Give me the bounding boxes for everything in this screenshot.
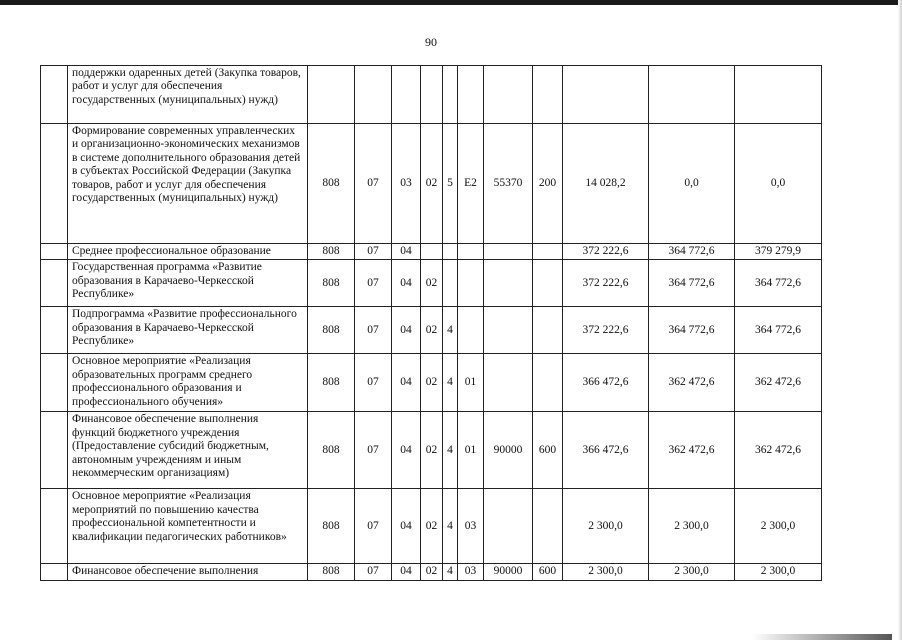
subsection-cell: 04 [392, 564, 421, 580]
expense-type-cell: 600 [533, 412, 563, 489]
amount-year3-cell: 364 772,6 [735, 307, 822, 354]
amount-year2-cell: 362 472,6 [649, 412, 735, 489]
expense-type-cell: 600 [533, 564, 563, 580]
subsection-cell: 04 [392, 260, 421, 307]
admin-code-cell: 808 [308, 354, 355, 412]
section-cell: 07 [355, 244, 392, 260]
table-row [41, 307, 822, 354]
expense-type-cell [533, 260, 563, 307]
event-cell [458, 307, 484, 354]
amount-year3-cell: 362 472,6 [735, 412, 822, 489]
event-cell: E2 [458, 124, 484, 244]
direction-cell [484, 66, 533, 124]
program-cell: 02 [421, 489, 443, 564]
amount-year2-cell: 364 772,6 [649, 244, 735, 260]
subprogram-cell: 4 [443, 354, 458, 412]
event-cell: 01 [458, 412, 484, 489]
name-cell: поддержки одаренных детей (Закупка товаров, работ и услуг для обеспечения государственных (муниципальных) нужд) [68, 66, 308, 124]
section-cell [355, 66, 392, 124]
program-cell [421, 66, 443, 124]
table-row [41, 412, 822, 489]
subsection-cell: 04 [392, 307, 421, 354]
amount-year3-cell: 0,0 [735, 124, 822, 244]
admin-code-cell: 808 [308, 124, 355, 244]
name-cell: Основное мероприятие «Реализация мероприятий по повышению качества профессиональной компетентности и квалификации педагогических работников» [68, 489, 308, 564]
name-cell: Финансовое обеспечение выполнения функций бюджетного учреждения (Предоставление субсидий бюджетным, автономным учреждениям и иным некоммерческим организациям) [68, 412, 308, 489]
row-number-cell [41, 354, 68, 412]
amount-year2-cell: 362 472,6 [649, 354, 735, 412]
expense-type-cell: 200 [533, 124, 563, 244]
program-cell: 02 [421, 307, 443, 354]
amount-year2-cell: 2 300,0 [649, 564, 735, 580]
table-row [41, 489, 822, 564]
expense-type-cell [533, 354, 563, 412]
section-cell: 07 [355, 564, 392, 580]
expense-type-cell [533, 244, 563, 260]
subprogram-cell: 4 [443, 412, 458, 489]
expense-type-cell [533, 307, 563, 354]
amount-year1-cell: 372 222,6 [563, 244, 649, 260]
admin-code-cell: 808 [308, 244, 355, 260]
subsection-cell: 03 [392, 124, 421, 244]
amount-year1-cell: 2 300,0 [563, 564, 649, 580]
event-cell [458, 260, 484, 307]
name-cell: Среднее профессиональное образование [68, 244, 308, 260]
name-cell: Основное мероприятие «Реализация образовательных программ среднего профессионального образования и профессионального обучения» [68, 354, 308, 412]
table-row [41, 244, 822, 260]
budget-table-body [41, 66, 822, 581]
program-cell: 02 [421, 260, 443, 307]
amount-year3-cell: 379 279,9 [735, 244, 822, 260]
event-cell [458, 66, 484, 124]
admin-code-cell: 808 [308, 489, 355, 564]
scan-corner-mark [752, 634, 892, 640]
direction-cell [484, 260, 533, 307]
subprogram-cell [443, 244, 458, 260]
name-cell: Финансовое обеспечение выполнения [68, 564, 308, 580]
event-cell: 01 [458, 354, 484, 412]
section-cell: 07 [355, 124, 392, 244]
amount-year1-cell: 2 300,0 [563, 489, 649, 564]
name-cell: Формирование современных управленческих и организационно-экономических механизмов в системе дополнительного образования детей в субъектах Российской Федерации (Закупка товаров, работ и услуг для обеспечения государственных (муниципальных) нужд) [68, 124, 308, 244]
program-cell: 02 [421, 564, 443, 580]
row-number-cell [41, 489, 68, 564]
amount-year1-cell: 366 472,6 [563, 354, 649, 412]
admin-code-cell: 808 [308, 564, 355, 580]
subprogram-cell: 5 [443, 124, 458, 244]
event-cell: 03 [458, 489, 484, 564]
amount-year1-cell: 372 222,6 [563, 307, 649, 354]
amount-year3-cell: 2 300,0 [735, 564, 822, 580]
amount-year3-cell: 362 472,6 [735, 354, 822, 412]
amount-year1-cell: 14 028,2 [563, 124, 649, 244]
amount-year3-cell [735, 66, 822, 124]
subsection-cell: 04 [392, 412, 421, 489]
direction-cell [484, 244, 533, 260]
expense-type-cell [533, 66, 563, 124]
subprogram-cell [443, 66, 458, 124]
table-row [41, 66, 822, 124]
row-number-cell [41, 412, 68, 489]
amount-year1-cell [563, 66, 649, 124]
admin-code-cell: 808 [308, 307, 355, 354]
section-cell: 07 [355, 307, 392, 354]
event-cell [458, 244, 484, 260]
section-cell: 07 [355, 412, 392, 489]
table-row [41, 124, 822, 244]
row-number-cell [41, 307, 68, 354]
event-cell: 03 [458, 564, 484, 580]
direction-cell: 55370 [484, 124, 533, 244]
top-border-rule [0, 0, 902, 5]
section-cell: 07 [355, 260, 392, 307]
amount-year2-cell [649, 66, 735, 124]
row-number-cell [41, 564, 68, 580]
subsection-cell: 04 [392, 244, 421, 260]
subprogram-cell: 4 [443, 564, 458, 580]
program-cell [421, 244, 443, 260]
direction-cell [484, 354, 533, 412]
program-cell: 02 [421, 412, 443, 489]
program-cell: 02 [421, 124, 443, 244]
section-cell: 07 [355, 489, 392, 564]
amount-year1-cell: 366 472,6 [563, 412, 649, 489]
subprogram-cell: 4 [443, 489, 458, 564]
row-number-cell [41, 66, 68, 124]
amount-year2-cell: 2 300,0 [649, 489, 735, 564]
subsection-cell [392, 66, 421, 124]
subprogram-cell [443, 260, 458, 307]
row-number-cell [41, 244, 68, 260]
program-cell: 02 [421, 354, 443, 412]
name-cell: Государственная программа «Развитие образования в Карачаево-Черкесской Республике» [68, 260, 308, 307]
direction-cell: 90000 [484, 412, 533, 489]
row-number-cell [41, 260, 68, 307]
admin-code-cell: 808 [308, 412, 355, 489]
subsection-cell: 04 [392, 489, 421, 564]
name-cell: Подпрограмма «Развитие профессионального образования в Карачаево-Черкесской Республике» [68, 307, 308, 354]
admin-code-cell [308, 66, 355, 124]
amount-year1-cell: 372 222,6 [563, 260, 649, 307]
direction-cell [484, 307, 533, 354]
table-row [41, 354, 822, 412]
scan-edge-shadow [898, 0, 902, 640]
amount-year2-cell: 364 772,6 [649, 260, 735, 307]
row-number-cell [41, 124, 68, 244]
admin-code-cell: 808 [308, 260, 355, 307]
page-number: 90 [425, 35, 437, 49]
subprogram-cell: 4 [443, 307, 458, 354]
section-cell: 07 [355, 354, 392, 412]
table-row [41, 564, 822, 580]
table-row [41, 260, 822, 307]
amount-year3-cell: 364 772,6 [735, 260, 822, 307]
expense-type-cell [533, 489, 563, 564]
direction-cell [484, 489, 533, 564]
subsection-cell: 04 [392, 354, 421, 412]
amount-year2-cell: 0,0 [649, 124, 735, 244]
budget-table [40, 65, 822, 581]
amount-year2-cell: 364 772,6 [649, 307, 735, 354]
amount-year3-cell: 2 300,0 [735, 489, 822, 564]
direction-cell: 90000 [484, 564, 533, 580]
